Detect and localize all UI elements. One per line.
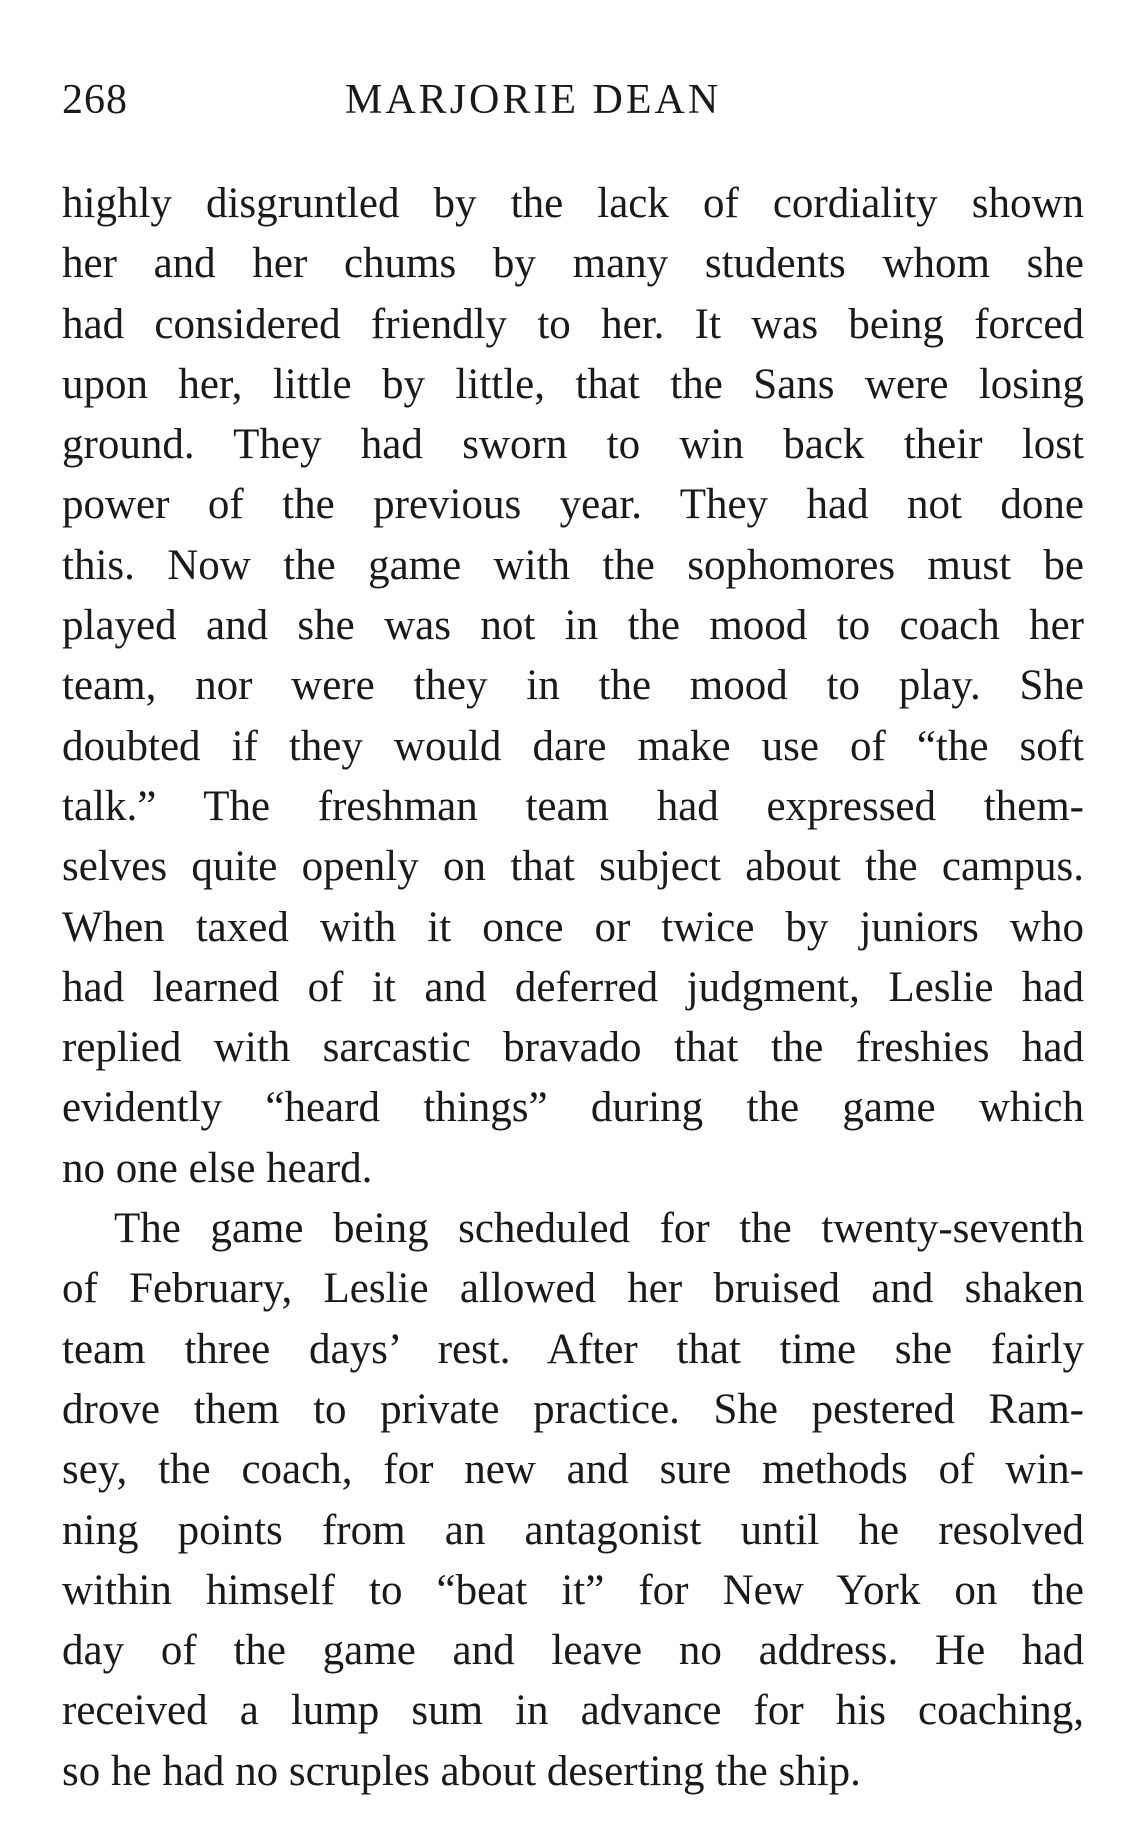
text-line: so he had no scruples about deserting the ship. (62, 1747, 861, 1795)
text-line: no one else heard. (62, 1144, 373, 1192)
text-line: drove them to private practice. She pestered Ram- (62, 1385, 1084, 1433)
text-line: within himself to “beat it” for New York on the (62, 1566, 1084, 1614)
text-line: had considered friendly to her. It was being forced (62, 300, 1084, 348)
text-line: talk.” The freshman team had expressed them- (62, 782, 1084, 830)
text-line: team, nor were they in the mood to play. She (62, 662, 1084, 710)
text-line: doubted if they would dare make use of “the soft (62, 722, 1084, 770)
text-line: her and her chums by many students whom she (62, 240, 1084, 288)
text-line: sey, the coach, for new and sure methods of win- (62, 1446, 1084, 1494)
text-line: played and she was not in the mood to coach her (62, 602, 1084, 650)
text-line: evidently “heard things” during the game which (62, 1084, 1084, 1132)
paragraph (62, 1199, 1084, 1802)
text-line: highly disgruntled by the lack of cordiality shown (62, 180, 1084, 227)
text-line: had learned of it and deferred judgment, Leslie had (62, 963, 1084, 1011)
text-line: this. Now the game with the sophomores must be (62, 541, 1084, 589)
text-line: The game being scheduled for the twenty-seventh (114, 1205, 1084, 1253)
text-line: team three days’ rest. After that time she fairly (62, 1325, 1084, 1373)
text-line: of February, Leslie allowed her bruised and shaken (62, 1265, 1084, 1313)
text-line: ning points from an antagonist until he resolved (62, 1506, 1084, 1554)
text-line: selves quite openly on that subject about the campus. (62, 843, 1084, 891)
text-line: received a lump sum in advance for his coaching, (62, 1687, 1084, 1735)
text-line: day of the game and leave no address. He had (62, 1627, 1084, 1675)
paragraph (62, 174, 1084, 1199)
text-line: When taxed with it once or twice by juniors who (62, 903, 1084, 951)
running-head (62, 76, 1082, 136)
body-text (62, 174, 1084, 1802)
page-number: 268 (62, 77, 128, 123)
text-line: ground. They had sworn to win back their lost (62, 421, 1084, 469)
text-line: power of the previous year. They had not done (62, 481, 1084, 529)
text-line: replied with sarcastic bravado that the freshies had (62, 1024, 1084, 1072)
book-title: MARJORIE DEAN (345, 77, 722, 123)
text-line: upon her, little by little, that the Sans were losing (62, 360, 1084, 408)
